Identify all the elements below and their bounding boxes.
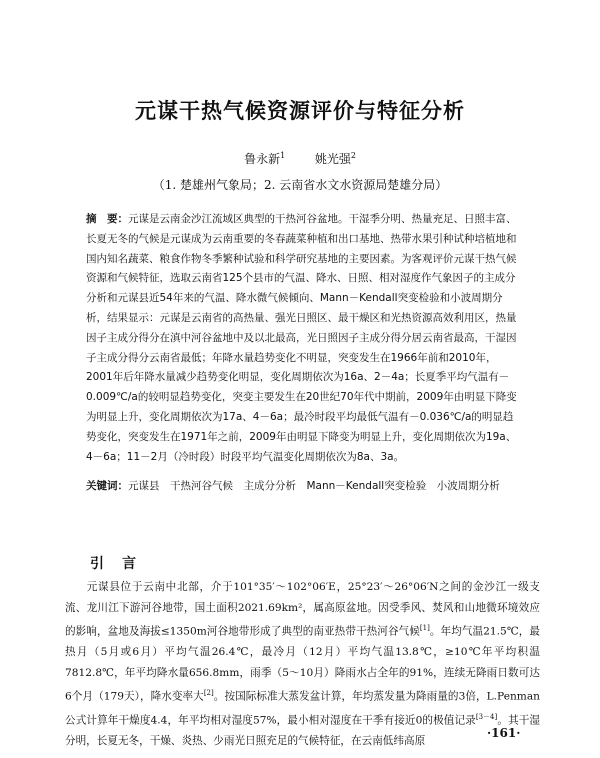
- intro-text: 。按国际标准大蒸发盆计算，年均蒸发量为降雨量的3倍，L.Penman公式计算年干燥度4.4，年平均相对湿度57%，最小相对湿度在干季有接近0的极值记录: [65, 690, 540, 727]
- citation: [1]: [419, 624, 430, 632]
- page-number: ·161·: [487, 726, 521, 740]
- author-name: 鲁永新: [244, 152, 281, 166]
- author-affiliation-mark: 2: [350, 151, 356, 160]
- abstract-text: 元谋是云南金沙江流域区典型的干热河谷盆地。干湿季分明、热量充足、日照丰富、长夏无冬的气候是元谋成为云南重要的冬春蔬菜种植和出口基地、热带水果引种试种培植地和国内知名蔬菜、粮食作物冬季繁种试验和科学研究基地的主要因素。为客观评价元谋干热气候资源和气候特征，选取云南省125个县市的气温、降水、日照、相对湿度作气象因子的主成分分析和元谋县近54年来的气温、降水微气候倾向、Mann－Kendall突变检验和小波周期分析，结果显示：元谋是云南省的高热量、强光日照区、最干燥区和光热资源高效利用区，热量因子主成分得分在滇中河谷盆地中及以北最高，光日照因子主成分得分居云南省最高，干湿因子主成分得分云南省最低；年降水量趋势变化不明显，突变发生在1966年前和2010年，2001年后年降水量减少趋势变化明显，变化周期依次为16a、2－4a；长夏季平均气温有－0.009℃/a的较明显趋势变化，突变主要发生在20世纪70年代中期前，2009年由明显下降变为明显上升，变化周期依次为17a、4－6a；最冷时段平均最低气温有－0.036℃/a的明显趋势变化，突变发生在1971年之前，2009年由明显下降变为明显上升，变化周期依次为19a、4－6a；11－2月（冷时段）时段平均气温变化周期依次为8a、3a。: [86, 213, 517, 463]
- abstract: [86, 210, 518, 467]
- abstract-label: 摘 要：: [86, 213, 128, 225]
- intro-text: 。年均气温21.5℃，最热月（5月或6月）平均气温26.4℃，最冷月（12月）平均气温13.8℃，≥10℃年平均积温7812.8℃，年平均降水量656.8mm，雨季（5～10月）降雨水占全年的91%，连续无降雨日数可达6个月（179天），降水变率大: [65, 625, 540, 703]
- section-heading-part: 引: [90, 556, 104, 572]
- affiliation: （1. 楚雄州气象局；2. 云南省水文水资源局楚雄分局）: [152, 178, 448, 192]
- keywords-label: 关键词：: [86, 480, 128, 492]
- introduction-paragraph: [65, 577, 540, 752]
- citation: [3－4]: [475, 713, 498, 722]
- author-affiliation-mark: 1: [280, 151, 286, 160]
- citation: [2]: [203, 689, 214, 698]
- keywords-text: 元谋县 干热河谷气候 主成分分析 Mann－Kendall突变检验 小波周期分析: [128, 480, 500, 492]
- author-line: [0, 150, 600, 167]
- paper-title: 元谋干热气候资源评价与特征分析: [135, 98, 465, 123]
- intro-text: 。其干湿分明，长夏无冬，干燥、炎热、少雨光日照充足的气候特征，在云南低纬高原: [65, 714, 540, 748]
- keywords: [86, 476, 518, 496]
- section-heading: [90, 553, 136, 573]
- intro-text: 元谋县位于云南中北部，介于101°35′～102°06′E，25°23′～26°06′N之间的金沙江一级支流、龙川江下游河谷地带，国土面积2021.69km²，属高原盆地。因受季风、焚风和山地微环境效应的影响，盆地及海拔≤1350m河谷地带形成了典型的南亚热带干热河谷气候: [65, 581, 540, 638]
- author-name: 姚光强: [314, 152, 351, 166]
- section-heading-part: 言: [122, 556, 136, 572]
